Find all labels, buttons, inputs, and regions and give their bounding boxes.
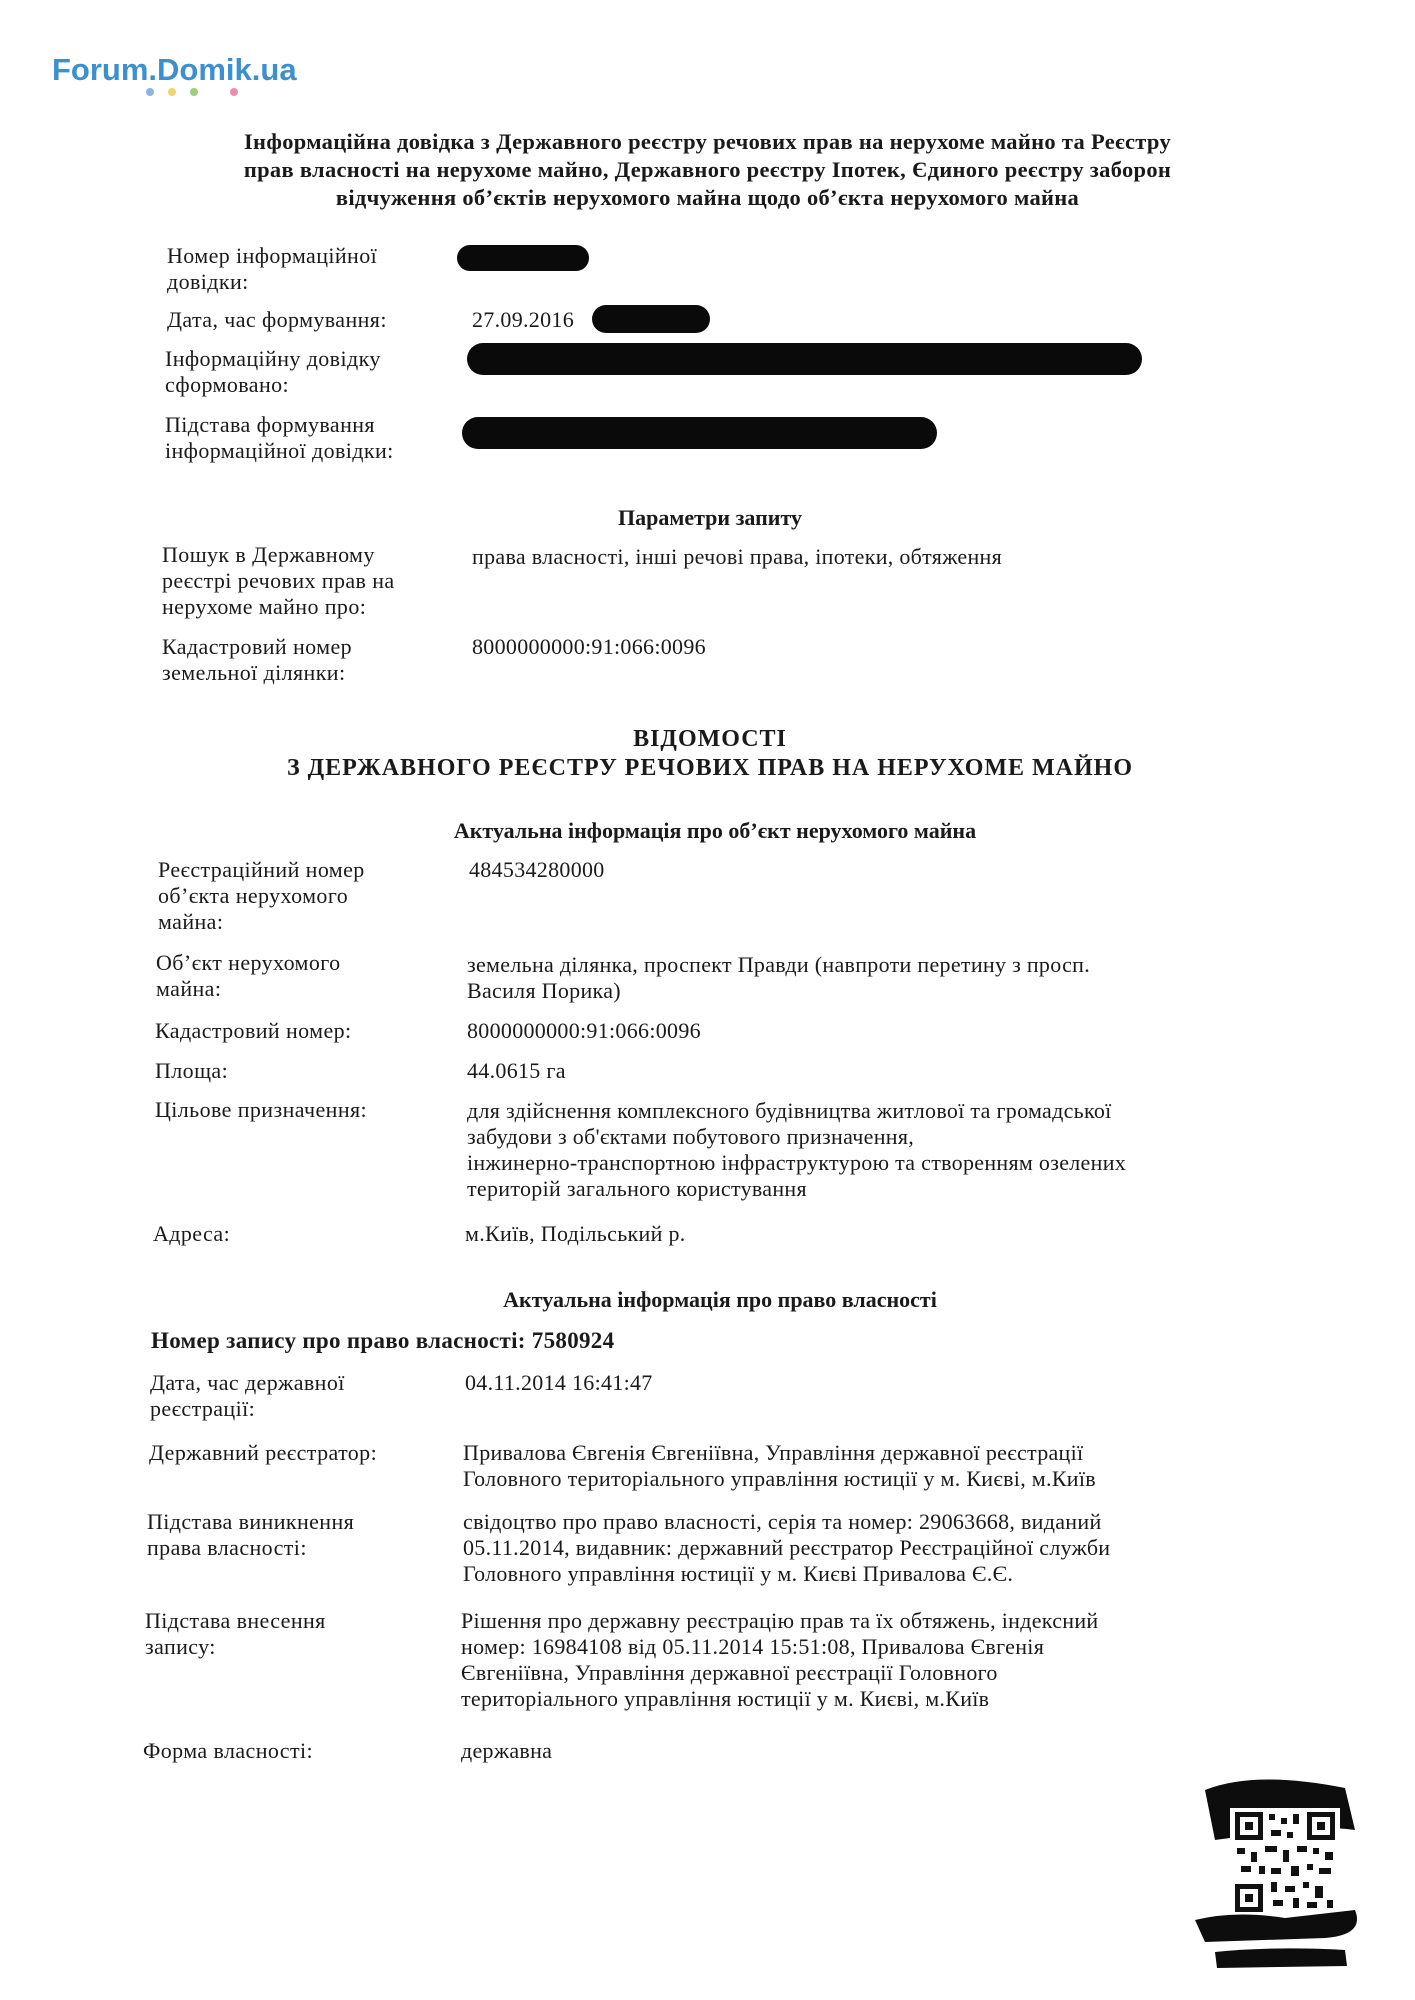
qr-code-redacted — [1195, 1770, 1370, 1970]
qr-code-icon — [1195, 1770, 1370, 1970]
query-params-heading: Параметри запиту — [617, 505, 802, 530]
redaction-info-number — [457, 245, 589, 271]
document-title-line: Інформаційна довідка з Державного реєстру речових прав на нерухоме майно та Реєстру — [244, 129, 1171, 154]
logo-dot-3 — [190, 88, 198, 96]
redaction-datetime — [592, 305, 710, 333]
search-value: права власності, інші речові права, іпотеки, обтяження — [472, 544, 1003, 569]
registry-heading: ВІДОМОСТІ З ДЕРЖАВНОГО РЕЄСТРУ РЕЧОВИХ ПРАВ НА НЕРУХОМЕ МАЙНО — [286, 726, 1134, 781]
document-title-line: відчуження об’єктів нерухомого майна щодо об’єкта нерухомого майна — [335, 185, 1080, 210]
ownership-form-value: державна — [461, 1738, 553, 1763]
cadastral-query-value: 8000000000:91:066:0096 — [472, 634, 706, 659]
entry-basis-label: Підстава внесення запису: — [145, 1608, 326, 1659]
origin-label: Підстава виникнення права власності: — [147, 1509, 355, 1560]
entry-basis-value: Рішення про державну реєстрацію прав та їх обтяжень, індексний номер: 16984108 від 05.11.2014 15:51:08, Привалова Євгенія Євгеніївна, Управління державної реєстрації Головного територіального управління юстиції у м. Києві, м.Київ — [461, 1608, 1099, 1711]
purpose-value: для здійснення комплексного будівництва житлової та громадської забудови з об'єктами побутового призначення, інжинерно-транспортною інфраструктурою та створенням озелених територій загального користування — [467, 1098, 1127, 1201]
logo-dot-2 — [168, 88, 176, 96]
basis-label: Підстава формування інформаційної довідки: — [165, 412, 394, 463]
redaction-basis — [462, 417, 937, 449]
redaction-formed-by — [467, 343, 1142, 375]
document-title-line: прав власності на нерухоме майно, Державного реєстру Іпотек, Єдиного реєстру заборон — [243, 157, 1172, 182]
reg-datetime-label: Дата, час державної реєстрації: — [150, 1370, 345, 1421]
address-label: Адреса: — [153, 1221, 231, 1246]
site-logo: Forum.Domik.ua — [52, 52, 297, 87]
ownership-record-number: Номер запису про право власності: 7580924 — [151, 1328, 615, 1353]
datetime-label: Дата, час формування: — [167, 307, 387, 332]
object-label: Об’єкт нерухомого майна: — [156, 950, 341, 1001]
info-number-label: Номер інформаційної довідки: — [167, 243, 378, 294]
registrar-value: Привалова Євгенія Євгеніївна, Управління державної реєстрації Головного територіального управління юстиції у м. Києві, м.Київ — [463, 1440, 1096, 1491]
logo-dot-4 — [230, 88, 238, 96]
address-value: м.Київ, Подільський р. — [465, 1221, 686, 1246]
reg-datetime-value: 04.11.2014 16:41:47 — [465, 1370, 653, 1395]
formed-by-label: Інформаційну довідку сформовано: — [165, 346, 381, 397]
cadastral-query-label: Кадастровий номер земельної ділянки: — [162, 634, 353, 685]
origin-value: свідоцтво про право власності, серія та номер: 29063668, виданий 05.11.2014, видавник: державний реєстратор Реєстраційної служби Головного управління юстиції у м. Києві Привалова Є.Є. — [463, 1509, 1111, 1586]
area-label: Площа: — [155, 1058, 229, 1083]
area-value: 44.0615 га — [467, 1058, 566, 1083]
purpose-label: Цільове призначення: — [155, 1097, 368, 1122]
cadastral-value: 8000000000:91:066:0096 — [467, 1018, 701, 1043]
object-info-heading: Актуальна інформація про об’єкт нерухомого майна — [453, 818, 977, 843]
reg-number-value: 484534280000 — [469, 857, 605, 882]
reg-number-label: Реєстраційний номер об’єкта нерухомого майна: — [158, 857, 365, 934]
ownership-info-heading: Актуальна інформація про право власності — [503, 1287, 937, 1312]
logo-dot-1 — [146, 88, 154, 96]
datetime-value: 27.09.2016 — [472, 307, 574, 332]
ownership-form-label: Форма власності: — [143, 1738, 314, 1763]
registrar-label: Державний реєстратор: — [149, 1440, 378, 1465]
document-title — [150, 128, 1265, 212]
cadastral-label: Кадастровий номер: — [155, 1018, 352, 1043]
search-label: Пошук в Державному реєстрі речових прав на нерухоме майно про: — [162, 542, 395, 619]
object-value: земельна ділянка, проспект Правди (навпроти перетину з просп. Василя Порика) — [467, 952, 1091, 1003]
